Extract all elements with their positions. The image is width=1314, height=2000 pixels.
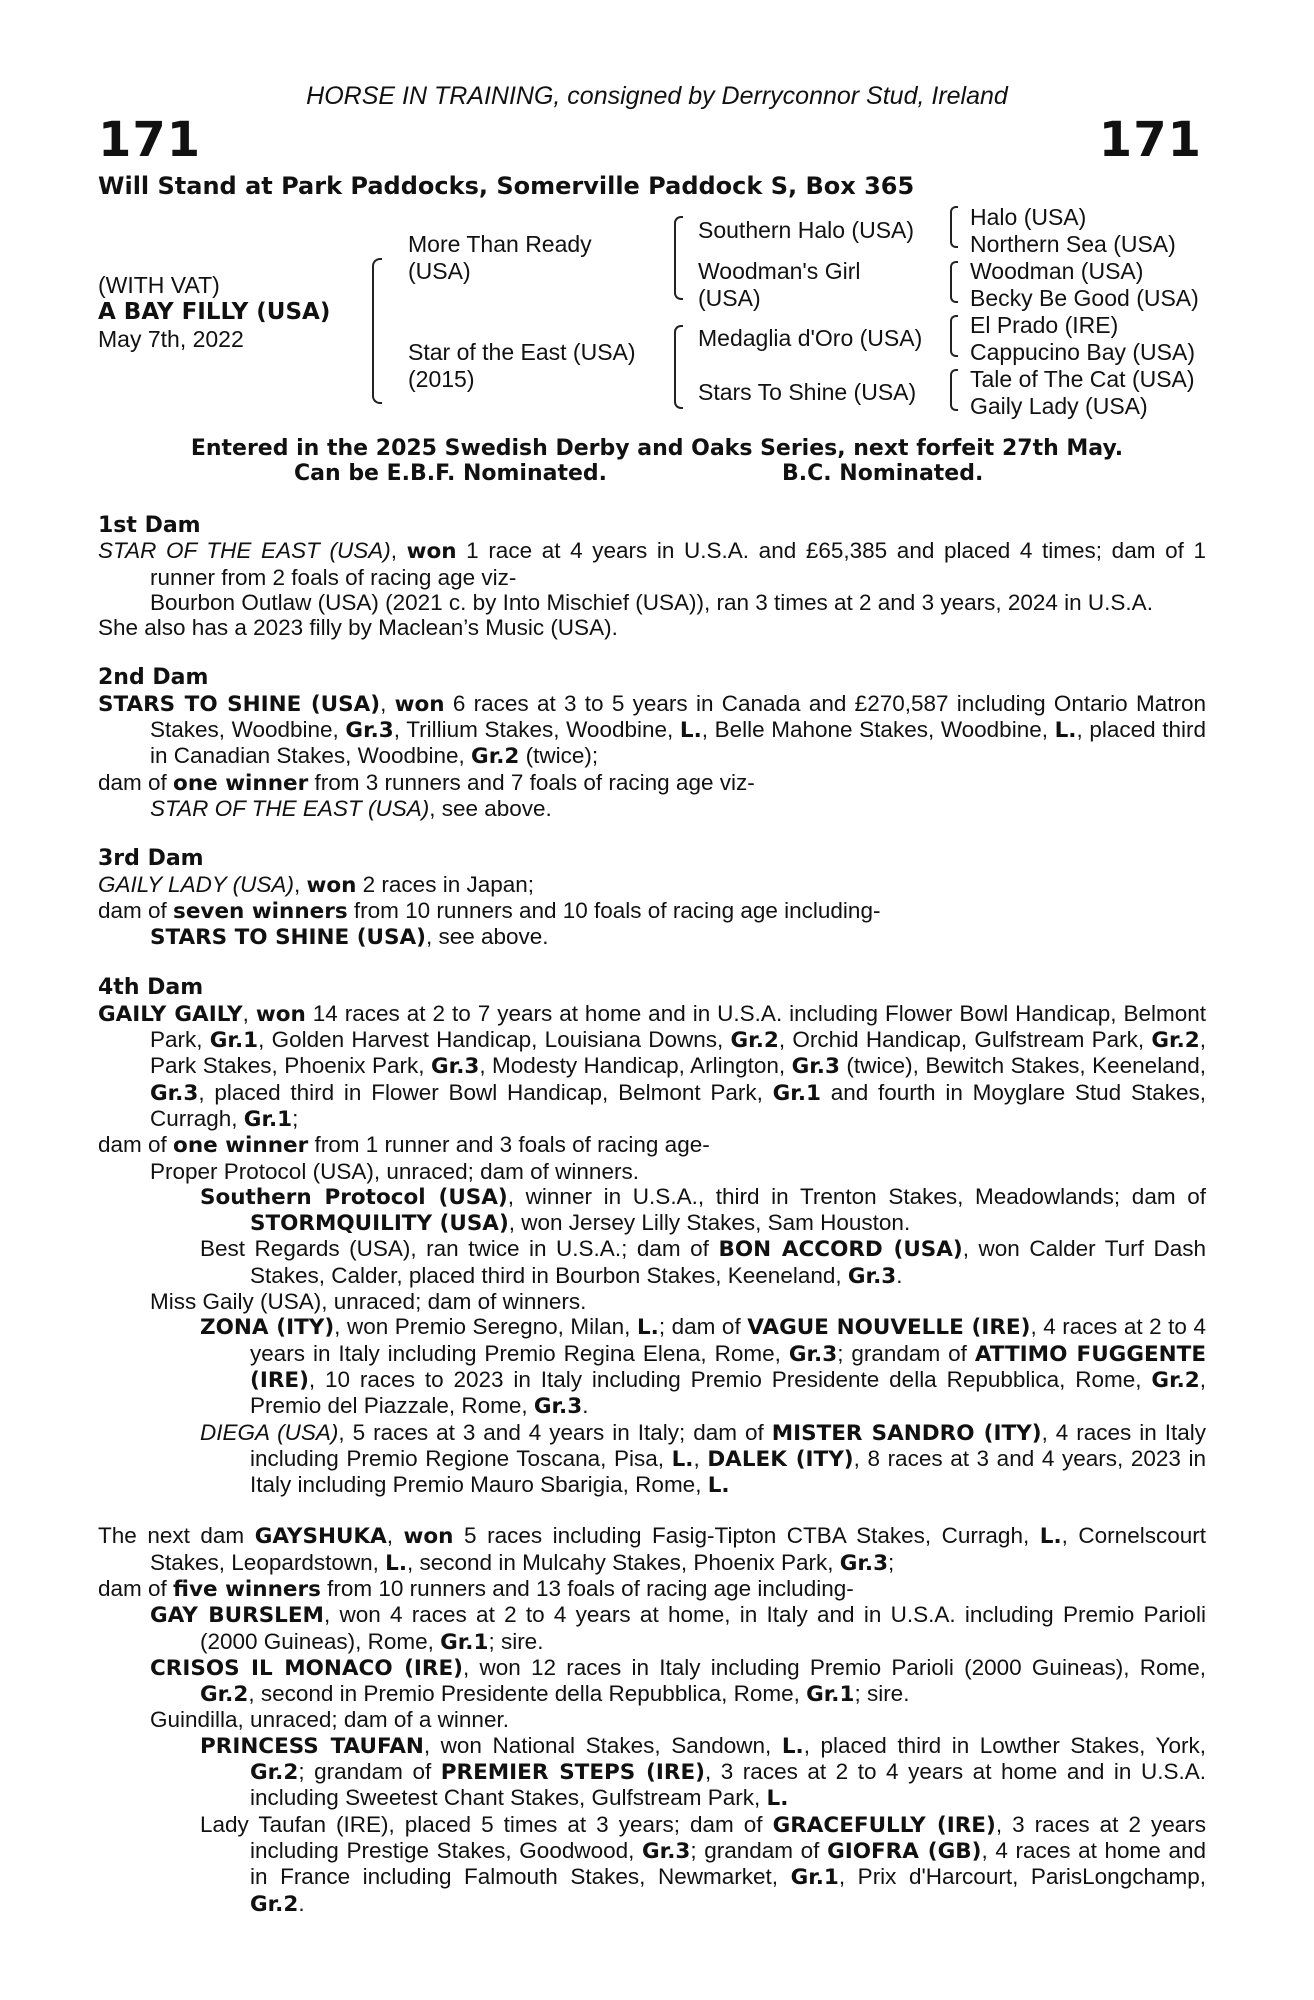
lot-number-left: 171 — [98, 112, 202, 168]
bc-note: B.C. Nominated. — [782, 461, 984, 486]
sire-name: More Than Ready — [408, 231, 592, 257]
ancestor-g3: El Prado (IRE) — [970, 312, 1119, 338]
sire-dam-brace — [372, 258, 382, 404]
ancestor-g3: Tale of The Cat (USA) — [970, 366, 1195, 392]
ancestor-g3: Becky Be Good (USA) — [970, 285, 1199, 311]
sire-country: (USA) — [408, 258, 471, 284]
entries-line: Entered in the 2025 Swedish Derby and Oaks Series, next forfeit 27th May. — [190, 436, 1124, 461]
dam-name: Star of the East (USA) — [408, 339, 636, 365]
sire-dam-name: Woodman's Girl — [698, 258, 861, 284]
ancestor-g3: Woodman (USA) — [970, 258, 1144, 284]
g3-brace-1 — [950, 206, 958, 248]
consignment-line: HORSE IN TRAINING, consigned by Derryconnor Stud, Ireland — [306, 82, 1008, 110]
ancestor-g3: Cappucino Bay (USA) — [970, 339, 1195, 365]
dam-parents-brace — [674, 325, 683, 409]
ebf-note: Can be E.B.F. Nominated. — [294, 461, 608, 486]
dam-year: (2015) — [408, 366, 475, 392]
sire-dam-country: (USA) — [698, 285, 761, 311]
dam-dam: Stars To Shine (USA) — [698, 379, 917, 405]
ancestor-g3: Halo (USA) — [970, 204, 1087, 230]
stand-location: Will Stand at Park Paddocks, Somerville Paddock S, Box 365 — [98, 172, 915, 200]
sire-parents-brace — [674, 216, 683, 300]
vat-note: (WITH VAT) — [98, 272, 220, 298]
ancestor-g3: Northern Sea (USA) — [970, 231, 1176, 257]
ancestor-g3: Gaily Lady (USA) — [970, 393, 1148, 419]
sire-sire: Southern Halo (USA) — [698, 217, 915, 243]
horse-name: A BAY FILLY (USA) — [98, 299, 331, 325]
foaling-date: May 7th, 2022 — [98, 326, 244, 352]
lot-number-right: 171 — [1098, 112, 1202, 168]
g3-brace-4 — [950, 369, 958, 411]
dam-sire: Medaglia d'Oro (USA) — [698, 325, 923, 351]
g3-brace-2 — [950, 261, 958, 303]
catalogue-body: 1st Dam STAR OF THE EAST (USA), won 1 race at 4 years in U.S.A. and £65,385 and placed 4 times; dam of 1 runner from 2 foals of racing age viz- Bourbon Outlaw (USA) (2021 c. by Into Mischief (USA)), ran 3 times at 2 and 3 years, 2024 in U.S.A. She also has a 2023 filly by Maclean’s Music (USA). 2nd Dam STARS TO SHINE (USA), won 6 races at 3 to 5 years in Canada and £270,587 including Ontario Matron Stakes, Woodbine, Gr.3, Trillium Stakes, Woodbine, L., Belle Mahone Stakes, Woodbine, L., placed third in Canadian Stakes, Woodbine, Gr.2 (twice); dam of one winner from 3 runners and 7 foals of racing age viz- STAR OF THE EAST (USA), see above. 3rd Dam GAILY LADY (USA), won 2 races in Japan; dam of seven winners from 10 runners and 10 foals of racing age including- STARS TO SHINE (USA), see above. 4th Dam GAILY GAILY, won 14 races at 2 to 7 years at home and in U.S.A. including Flower Bowl Handicap, Belmont Park, Gr.1, Golden Harvest Handicap, Louisiana Downs, Gr.2, Orchid Handicap, Gulfstream Park, Gr.2, Park Stakes, Phoenix Park, Gr.3, Modesty Handicap, Arlington, Gr.3 (twice), Bewitch Stakes, Keeneland, Gr.3, placed third in Flower Bowl Handicap, Belmont Park, Gr.1 and fourth in Moyglare Stud Stakes, Curragh, Gr.1; dam of one winner from 1 runner and 3 foals of racing age- Proper Protocol (USA), unraced; dam of winners. Southern Protocol (USA), winner in U.S.A., third in Trenton Stakes, Meadowlands; dam of STORMQUILITY (USA), won Jersey Lilly Stakes, Sam Houston. Best Regards (USA), ran twice in U.S.A.; dam of BON ACCORD (USA), won Calder Turf Dash Stakes, Calder, placed third in Bourbon Stakes, Keeneland, Gr.3. Miss Gaily (USA), unraced; dam of winners. ZONA (ITY), won Premio Seregno, Milan, L.; dam of VAGUE NOUVELLE (IRE), 4 races at 2 to 4 years in Italy including Premio Regina Elena, Rome, Gr.3; grandam of ATTIMO FUGGENTE (IRE), 10 races to 2023 in Italy including Premio Presidente della Repubblica, Rome, Gr.2, Premio del Piazzale, Rome, Gr.3. DIEGA (USA), 5 races at 3 and 4 years in Italy; dam of MISTER SANDRO (ITY), 4 races in Italy including Premio Regione Toscana, Pisa, L., DALEK (ITY), 8 races at 3 and 4 years, 2023 in Italy including Premio Mauro Sbarigia, Rome, L. The next dam GAYSHUKA, won 5 races including Fasig-Tipton CTBA Stakes, Curragh, L., Cornelscourt Stakes, Leopardstown, L., second in Mulcahy Stakes, Phoenix Park, Gr.3; dam of five winners from 10 runners and 13 foals of racing age including- GAY BURSLEM, won 4 races at 2 to 4 years at home, in Italy and in U.S.A. including Premio Parioli (2000 Guineas), Rome, Gr.1; sire. CRISOS IL MONACO (IRE), won 12 races in Italy including Premio Parioli (2000 Guineas), Rome, Gr.2, second in Premio Presidente della Repubblica, Rome, Gr.1; sire. Guindilla, unraced; dam of a winner. PRINCESS TAUFAN, won National Stakes, Sandown, L., placed third in Lowther Stakes, York, Gr.2; grandam of PREMIER STEPS (IRE), 3 races at 2 to 4 years at home and in U.S.A. including Sweetest Chant Stakes, Gulfstream Park, L. Lady Taufan (IRE), placed 5 times at 3 years; dam of GRACEFULLY (IRE), 3 races at 2 years including Prestige Stakes, Goodwood, Gr.3; grandam of GIOFRA (GB), 4 races at home and in France including Falmouth Stakes, Newmarket, Gr.1, Prix d'Harcourt, ParisLongchamp, Gr.2. — [98, 513, 1207, 1917]
g3-brace-3 — [950, 315, 958, 357]
